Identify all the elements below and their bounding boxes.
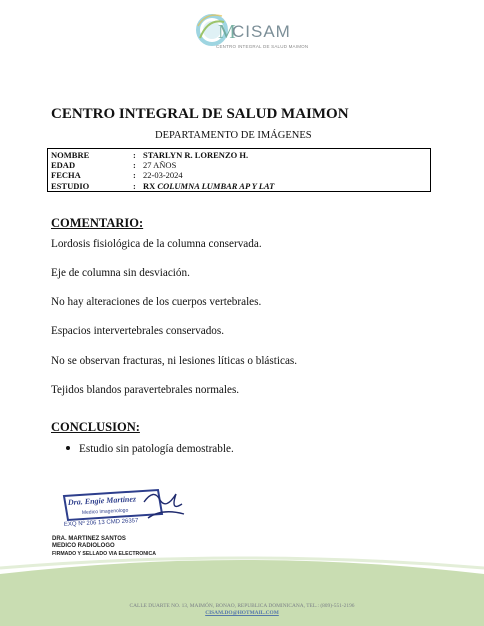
date-label: FECHA	[51, 170, 81, 181]
name-value: STARLYN R. LORENZO H.	[143, 150, 249, 160]
conclusion-item: Estudio sin patología demostrable.	[79, 443, 234, 455]
date-value: 22-03-2024	[143, 170, 183, 181]
study-label: ESTUDIO	[51, 180, 90, 191]
separator: :	[133, 170, 136, 181]
study-value: COLUMNA LUMBAR AP Y LAT	[157, 180, 275, 191]
name-label: NOMBRE	[51, 150, 90, 160]
comment-line: Eje de columna sin desviación.	[51, 267, 190, 279]
department-label: DEPARTAMENTO DE IMÁGENES	[155, 130, 312, 141]
comment-line: Lordosis fisiológica de la columna conservada.	[51, 238, 262, 250]
signer-role: MEDICO RADIOLOGO	[52, 543, 115, 549]
footer-email-row	[0, 610, 484, 616]
page-title: CENTRO INTEGRAL DE SALUD MAIMON	[51, 106, 349, 122]
logo-initial: M	[218, 21, 236, 43]
age-value: 27 AÑOS	[143, 160, 177, 171]
separator: :	[133, 160, 136, 171]
signature-note: FIRMADO Y SELLADO VIA ELECTRONICA	[52, 551, 156, 557]
logo-name: CISAM	[232, 22, 291, 41]
separator: :	[133, 180, 136, 191]
comment-line: No se observan fracturas, ni lesiones líticas o blásticas.	[51, 355, 298, 367]
stamp-name: Dra. Engie Martinez	[67, 494, 137, 507]
comment-heading: COMENTARIO:	[51, 216, 144, 230]
comment-line: Tejidos blandos paravertebrales normales.	[51, 384, 240, 396]
age-label: EDAD	[51, 160, 76, 171]
comment-line: No hay alteraciones de los cuerpos vertebrales.	[51, 296, 262, 308]
footer-email[interactable]: CISAM.DO@HOTMAIL.COM	[205, 610, 279, 616]
logo-subtitle: CENTRO INTEGRAL DE SALUD MAIMON	[216, 44, 309, 49]
conclusion-heading: CONCLUSION:	[51, 420, 140, 434]
study-prefix: RX	[143, 180, 156, 191]
stamp-ids: EXQ Nº 206 13 CMD 26357	[63, 518, 139, 528]
signer-name: DRA. MARTINEZ SANTOS	[52, 536, 126, 542]
stamp-title: Medico Imagenologo	[81, 507, 129, 516]
footer-address: CALLE DUARTE NO. 13, MAIMÓN, BONAO, REPUBLICA DOMINICANA, TEL.: (809)-551-2196	[129, 603, 355, 609]
separator: :	[133, 150, 136, 160]
comment-line: Espacios intervertebrales conservados.	[51, 325, 225, 337]
